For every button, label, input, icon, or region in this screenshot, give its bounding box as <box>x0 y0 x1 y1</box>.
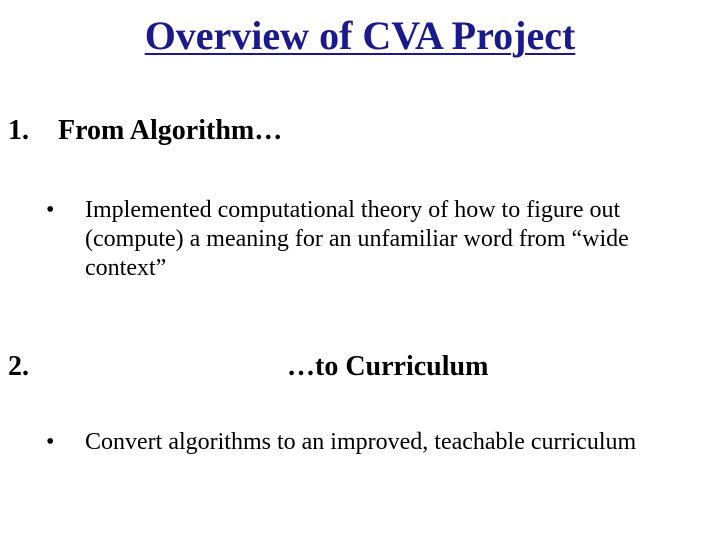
section-1-heading <box>8 116 282 147</box>
section-2-number: 2. <box>8 351 29 382</box>
section-1-number: 1. <box>8 115 29 146</box>
section-1-heading-text: From Algorithm… <box>58 115 283 146</box>
bullet-icon: • <box>46 197 55 223</box>
slide-title: Overview of CVA Project <box>144 13 576 58</box>
bullet-icon: • <box>46 429 55 455</box>
section-1-bullet: Implemented computational theory of how to figure out (compute) a meaning for an unfamiliar word from “wide context” <box>85 197 629 281</box>
section-2-bullet: Convert algorithms to an improved, teachable curriculum <box>85 429 637 455</box>
section-2-heading-text: …to Curriculum <box>287 351 489 382</box>
